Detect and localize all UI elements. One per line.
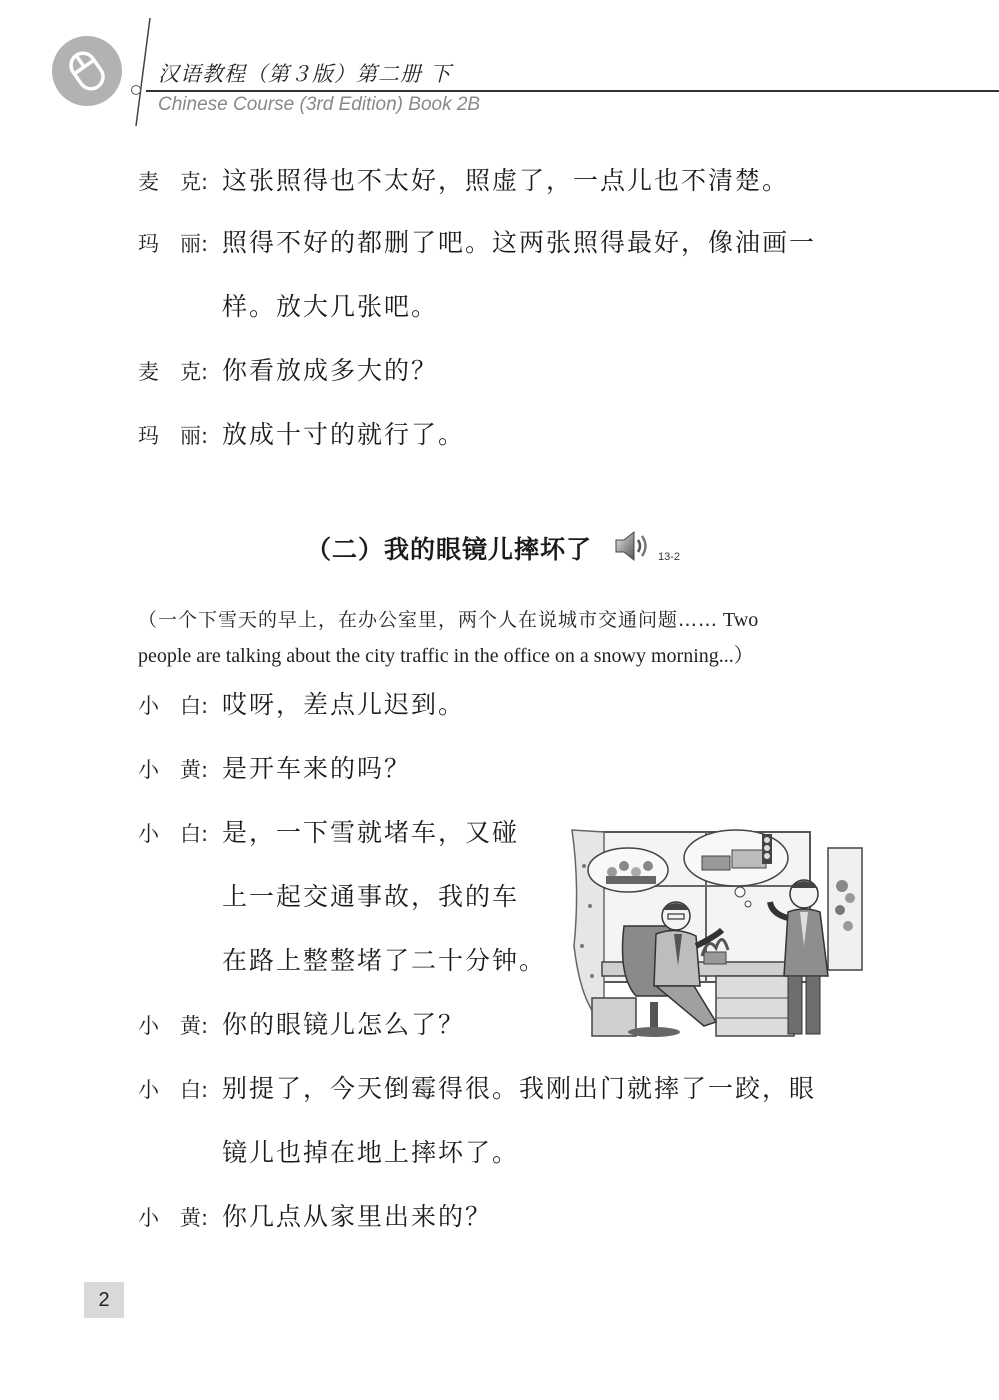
speaker-name: 玛 丽:	[138, 232, 209, 256]
dialogue-line	[138, 754, 411, 785]
header-rule-dot	[131, 85, 141, 95]
speaker-name: 麦 克:	[138, 360, 209, 384]
speaker-name: 小 白:	[138, 1078, 209, 1102]
dialogue-text: 你几点从家里出来的？	[222, 1202, 493, 1231]
dialogue-text: 你看放成多大的？	[222, 356, 439, 385]
scene-description: （一个下雪天的早上，在办公室里，两个人在说城市交通问题…… Two people are talking about the city traffic in the office on a snowy morning...）	[138, 609, 759, 667]
speaker-name: 麦 克:	[138, 170, 209, 194]
speaker-name: 小 黄:	[138, 1206, 209, 1230]
dialogue-continuation: 上一起交通事故，我的车	[222, 882, 520, 911]
section-title: （二）我的眼镜儿摔坏了	[306, 535, 593, 564]
dialogue-line	[138, 1202, 492, 1233]
audio-track-number: 13-2	[658, 551, 681, 563]
header-divider	[134, 18, 154, 126]
dialogue-line	[138, 818, 519, 849]
header-rule	[146, 90, 999, 92]
dialogue-line	[138, 356, 438, 387]
speaker-name: 玛 丽:	[138, 424, 209, 448]
speaker-name: 小 黄:	[138, 1014, 209, 1038]
dialogue-line	[138, 690, 465, 721]
speaker-name: 小 黄:	[138, 758, 209, 782]
header-logo	[52, 36, 122, 106]
dialogue-text: 是开车来的吗？	[222, 754, 412, 783]
mouse-icon	[52, 36, 122, 106]
dialogue-line	[138, 228, 816, 259]
dialogue-text: 放成十寸的就行了。	[222, 420, 466, 449]
dialogue-text: 别提了，今天倒霉得很。我刚出门就摔了一跤，眼	[222, 1074, 817, 1103]
speaker-icon[interactable]	[612, 528, 654, 564]
dialogue-line	[138, 166, 789, 197]
speaker-name: 小 白:	[138, 694, 209, 718]
dialogue-text: 照得不好的都删了吧。这两张照得最好，像油画一	[222, 228, 817, 257]
dialogue-continuation: 样。放大几张吧。	[222, 292, 439, 321]
dialogue-text: 哎呀，差点儿迟到。	[222, 690, 466, 719]
page-number: 2	[84, 1282, 124, 1318]
dialogue-continuation: 在路上整整堵了二十分钟。	[222, 946, 547, 975]
dialogue-line	[138, 1074, 816, 1105]
dialogue-continuation: 镜儿也掉在地上摔坏了。	[222, 1138, 520, 1167]
dialogue-text: 这张照得也不太好，照虚了，一点儿也不清楚。	[222, 166, 790, 195]
office-illustration	[566, 826, 866, 1038]
page-header	[0, 0, 999, 130]
speaker-name: 小 白:	[138, 822, 209, 846]
book-title-cn: 汉语教程（第３版）第二册 下	[158, 62, 452, 86]
dialogue-line	[138, 420, 465, 451]
dialogue-text: 是，一下雪就堵车，又碰	[222, 818, 520, 847]
book-title-en: Chinese Course (3rd Edition) Book 2B	[158, 94, 481, 115]
dialogue-text: 你的眼镜儿怎么了？	[222, 1010, 466, 1039]
dialogue-line	[138, 1010, 465, 1041]
